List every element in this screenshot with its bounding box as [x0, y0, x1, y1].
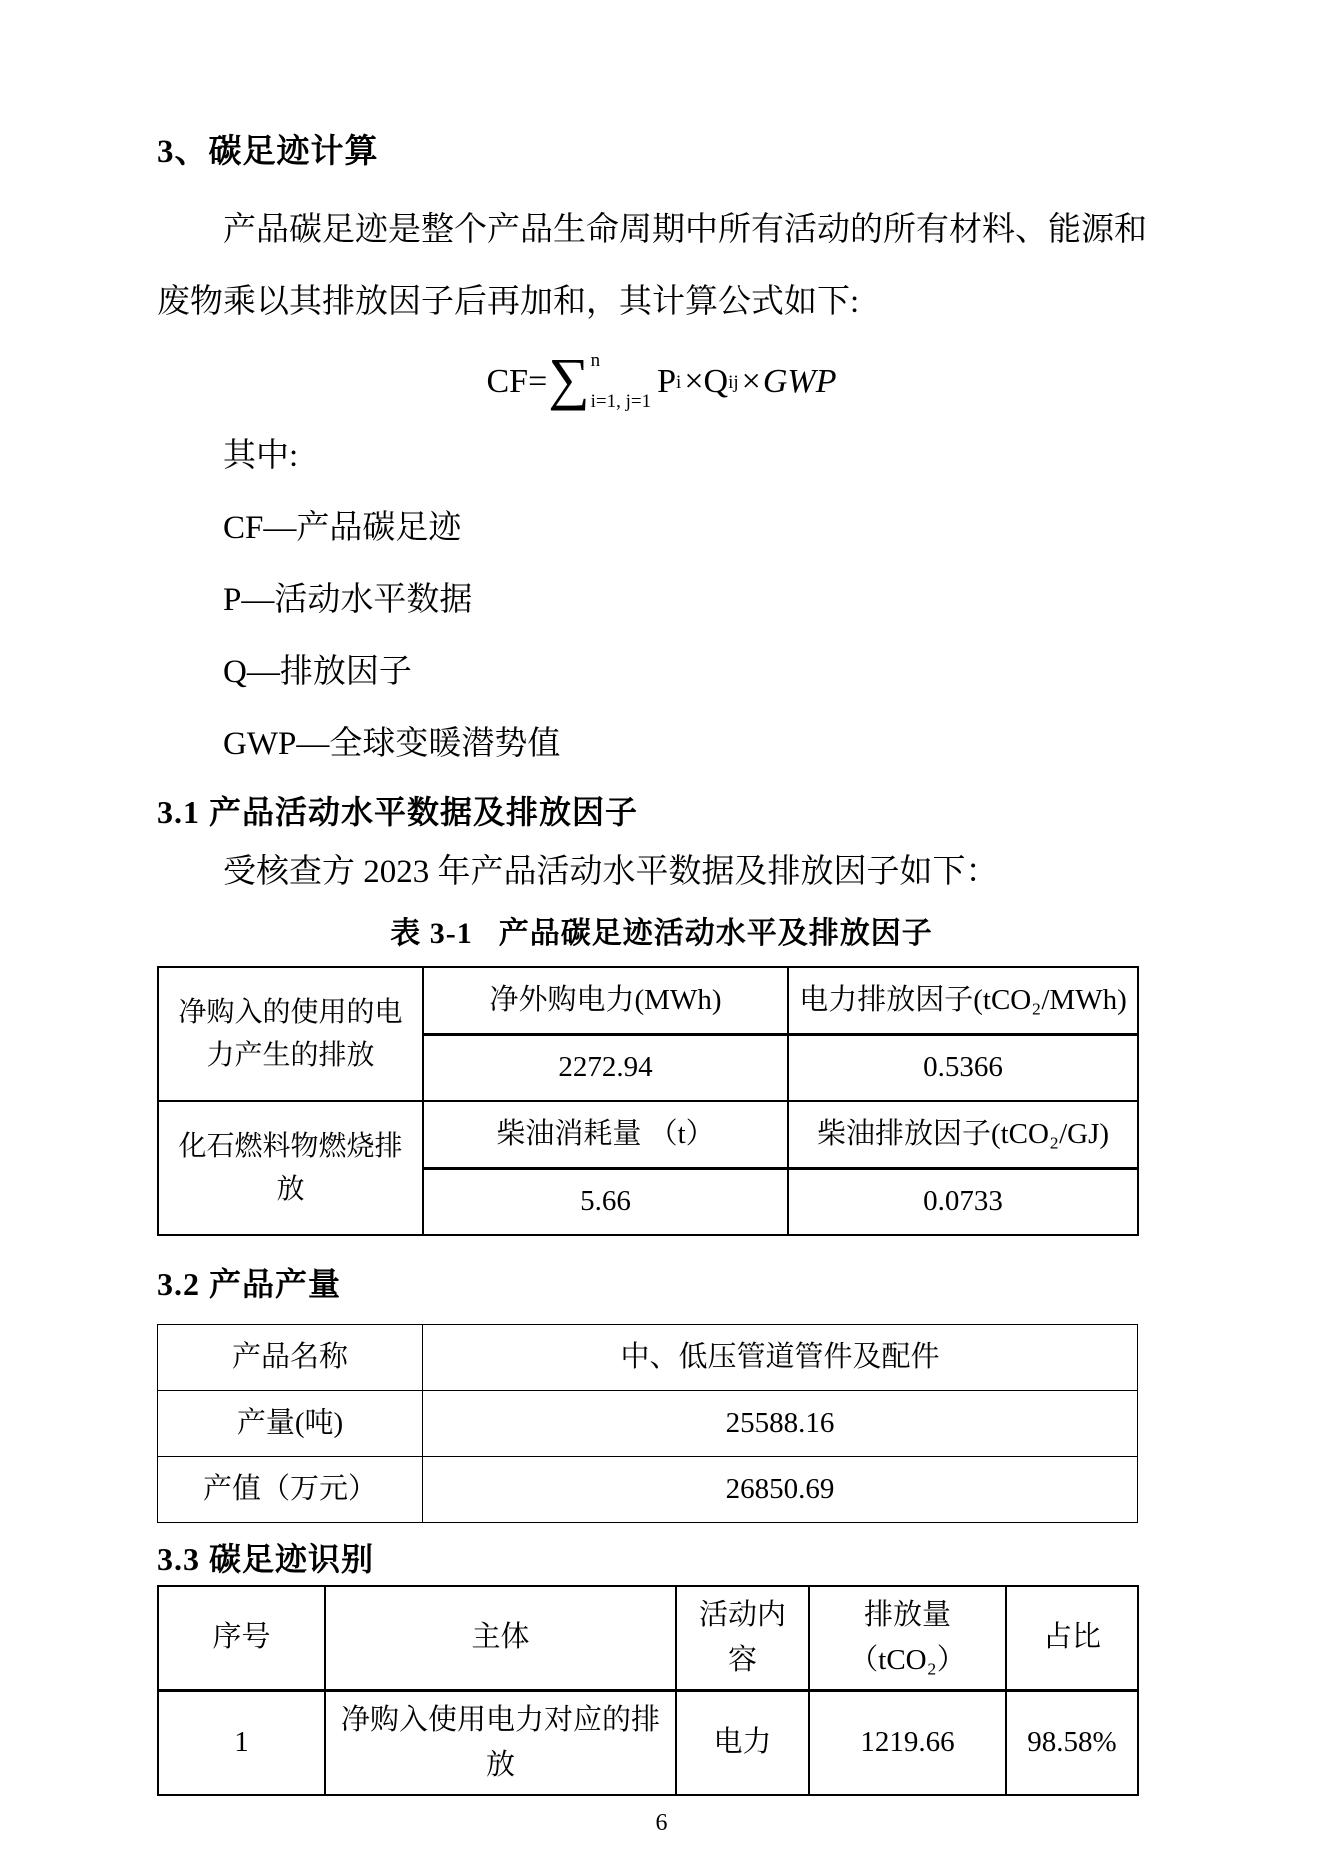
diesel-amount-value-cell: 5.66	[423, 1168, 788, 1235]
product-name-label-cell: 产品名称	[158, 1325, 423, 1391]
output-value-value-cell: 26850.69	[423, 1457, 1138, 1523]
table-row	[158, 1391, 1138, 1457]
definition-gwp: GWP—全球变暖潜势值	[223, 726, 561, 762]
header-subject-cell: 主体	[325, 1586, 676, 1690]
definition-cf: CF—产品碳足迹	[223, 510, 462, 546]
output-value-label-cell: 产值（万元）	[158, 1457, 423, 1523]
intro-line-1: 产品碳足迹是整个产品生命周期中所有活动的所有材料、能源和	[223, 212, 1147, 248]
table-row	[158, 1457, 1138, 1523]
section-3-3-heading: 3.3 碳足迹识别	[157, 1541, 375, 1577]
table-footprint-identification	[157, 1585, 1139, 1796]
electricity-amount-value-cell: 2272.94	[423, 1034, 788, 1101]
diesel-factor-value-cell: 0.0733	[788, 1168, 1138, 1235]
table-3-1-caption	[157, 908, 1166, 960]
row1-activity-cell: 电力	[676, 1690, 809, 1794]
row1-emission-cell: 1219.66	[809, 1690, 1006, 1794]
page-number: 6	[655, 1809, 668, 1836]
carbon-footprint-formula	[157, 344, 1166, 420]
symbol-definitions	[157, 420, 1166, 780]
formula-times-1: ×	[684, 363, 704, 400]
intro-line-2: 废物乘以其排放因子后再加和，其计算公式如下:	[157, 284, 860, 320]
output-tons-label-cell: 产量(吨)	[158, 1391, 423, 1457]
category-fossil-fuel-cell: 化石燃料物燃烧排放	[158, 1101, 423, 1235]
formula-p-subscript: i	[676, 371, 682, 393]
row1-subject-cell: 净购入使用电力对应的排放	[325, 1690, 676, 1794]
electricity-factor-value-cell: 0.5366	[788, 1034, 1138, 1101]
sigma-symbol: ∑	[548, 346, 590, 411]
product-name-value-cell: 中、低压管道管件及配件	[423, 1325, 1138, 1391]
diesel-amount-header-cell: 柴油消耗量 （t）	[423, 1101, 788, 1168]
table-row	[158, 967, 1138, 1034]
sigma-lower-limit: i=1, j=1	[590, 391, 652, 412]
table-row	[158, 1325, 1138, 1391]
formula-gwp: GWP	[762, 363, 837, 400]
row1-share-cell: 98.58%	[1006, 1690, 1138, 1794]
formula-times-2: ×	[741, 363, 761, 400]
section-3-1-paragraph: 受核查方 2023 年产品活动水平数据及排放因子如下：	[223, 854, 999, 890]
intro-paragraph	[157, 194, 1166, 338]
header-share-cell: 占比	[1006, 1586, 1138, 1690]
table-row	[158, 1101, 1138, 1168]
sigma-upper-limit: n	[590, 350, 601, 371]
section-3-1-heading: 3.1 产品活动水平数据及排放因子	[157, 794, 639, 830]
formula-q-subscript: ij	[728, 371, 739, 393]
output-tons-value-cell: 25588.16	[423, 1391, 1138, 1457]
sigma-limits	[591, 349, 652, 415]
formula-lhs: CF=	[486, 363, 548, 400]
section-3-heading: 3、碳足迹计算	[157, 134, 379, 170]
table-row	[158, 1690, 1138, 1794]
row1-serial-cell: 1	[158, 1690, 325, 1794]
diesel-factor-header-cell: 柴油排放因子(tCO₂/GJ)	[788, 1101, 1138, 1168]
section-3-2-heading: 3.2 产品产量	[157, 1266, 342, 1302]
header-emission-cell: 排放量（tCO₂）	[809, 1586, 1006, 1690]
table-product-output	[157, 1324, 1138, 1523]
table-header-row	[158, 1586, 1138, 1690]
table-3-1-caption-number: 表 3-1	[390, 917, 473, 950]
definition-p: P—活动水平数据	[223, 582, 473, 618]
header-activity-cell: 活动内容	[676, 1586, 809, 1690]
electricity-factor-header-cell: 电力排放因子(tCO₂/MWh)	[788, 967, 1138, 1034]
where-label: 其中:	[223, 438, 299, 474]
header-serial-cell: 序号	[158, 1586, 325, 1690]
table-3-1	[157, 966, 1139, 1236]
formula-q: Q	[703, 363, 729, 400]
definition-q: Q—排放因子	[223, 654, 412, 690]
table-3-1-caption-title: 产品碳足迹活动水平及排放因子	[498, 917, 933, 950]
electricity-amount-header-cell: 净外购电力(MWh)	[423, 967, 788, 1034]
category-electricity-cell: 净购入的使用的电力产生的排放	[158, 967, 423, 1101]
formula-p: P	[657, 363, 677, 400]
